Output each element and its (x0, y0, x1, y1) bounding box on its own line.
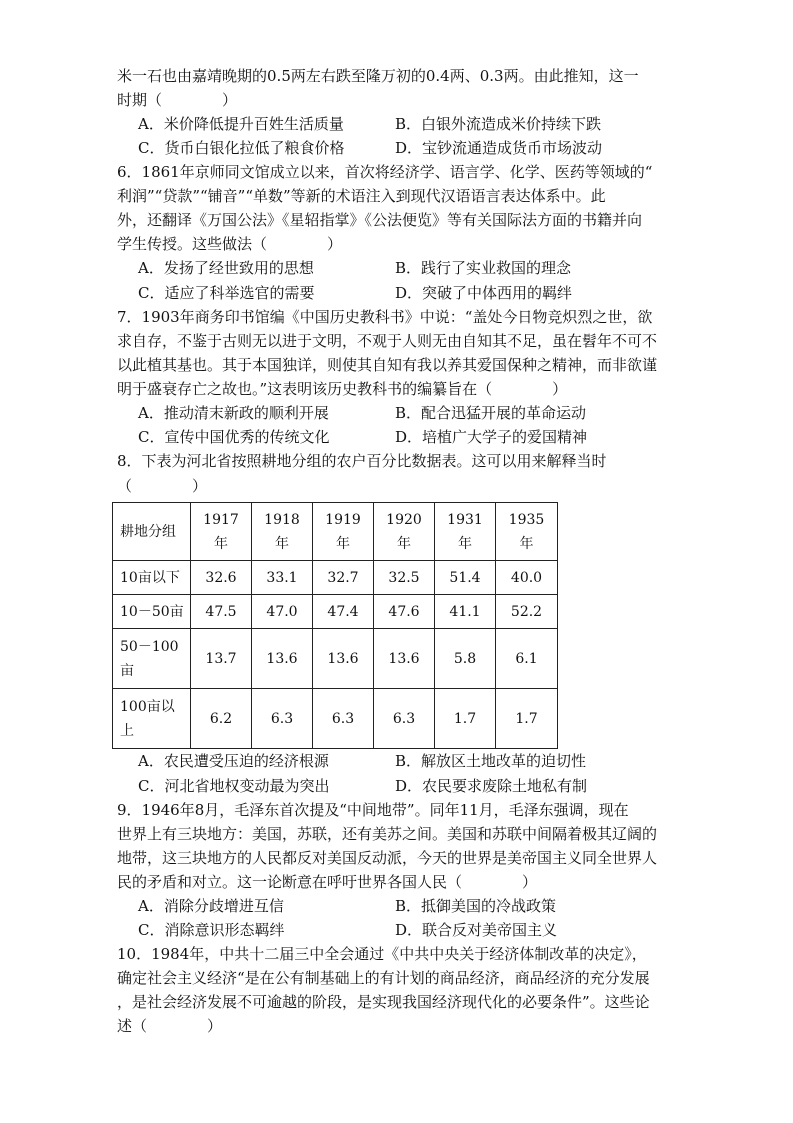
q7-option-d: D．培植广大学子的爱国精神 (395, 428, 588, 446)
table-cell: 6.3 (374, 689, 435, 749)
q8-option-d: D．农民要求废除土地私有制 (395, 777, 588, 795)
q5-option-a: A．米价降低提升百姓生活质量 (138, 115, 344, 133)
table-cell: 6.3 (313, 689, 374, 749)
q6-stem-line: 利润”“贷款”“铺音”“单数”等新的术语注入到现代汉语语言表达体系中。此 (117, 187, 606, 205)
table-cell: 47.4 (313, 595, 374, 629)
q9-stem-line: 地带，这三块地方的人民都反对美国反动派，今天的世界是美帝国主义同全世界人 (117, 849, 658, 867)
table-row (113, 689, 558, 749)
q6-stem-line: 6．1861年京师同文馆成立以来，首次将经济学、语言学、化学、医药等领域的“ (117, 163, 653, 181)
year-header: 1918 年 (252, 503, 313, 561)
year-header: 1919 年 (313, 503, 374, 561)
table-cell: 47.6 (374, 595, 435, 629)
q5-option-c: C．货币白银化拉低了粮食价格 (138, 139, 345, 157)
table-cell: 13.6 (313, 629, 374, 689)
q7-option-a: A．推动清末新政的顺利开展 (138, 404, 329, 422)
table-cell: 32.7 (313, 561, 374, 595)
q8-stem-line: （ ） (117, 477, 208, 495)
q9-stem-line: 世界上有三块地方：美国，苏联，还有美苏之间。美国和苏联中间隔着极其辽阔的 (117, 825, 658, 843)
q10-stem-line: 述（ ） (117, 1017, 223, 1035)
table-row (113, 629, 558, 689)
table-cell: 13.6 (374, 629, 435, 689)
table-cell: 1.7 (496, 689, 558, 749)
table-corner-header: 耕地分组 (113, 503, 191, 561)
q6-option-d: D．突破了中体西用的羁绊 (395, 284, 573, 302)
q8-option-a: A．农民遭受压迫的经济根源 (138, 752, 329, 770)
farmland-table (112, 502, 558, 749)
q10-stem-line: 确定社会主义经济“是在公有制基础上的有计划的商品经济，商品经济的充分发展 (117, 969, 650, 987)
q8-option-c: C．河北省地权变动最为突出 (138, 777, 330, 795)
table-cell: 5.8 (435, 629, 496, 689)
q6-option-a: A．发扬了经世致用的思想 (138, 259, 314, 277)
row-label: 100亩以 上 (113, 689, 191, 749)
q5-option-b: B．白银外流造成米价持续下跌 (395, 115, 602, 133)
table-row (113, 561, 558, 595)
q7-stem-line: 求自存，不鉴于古则无以进于文明，不观于人则无由自知其不足，虽在髫年不可不 (117, 332, 658, 350)
table-cell: 6.2 (191, 689, 252, 749)
q6-stem-line: 外，还翻译《万国公法》《星轺指掌》《公法便览》等有关国际法方面的书籍并向 (117, 211, 643, 229)
q5-stem-line: 米一石也由嘉靖晚期的0.5两左右跌至隆万初的0.4两、0.3两。由此推知，这一 (117, 67, 639, 85)
q9-option-d: D．联合反对美帝国主义 (395, 921, 558, 939)
year-header: 1931 年 (435, 503, 496, 561)
table-row (113, 595, 558, 629)
year-header: 1917 年 (191, 503, 252, 561)
q9-option-a: A．消除分歧增进互信 (138, 897, 284, 915)
q9-stem-line: 9．1946年8月，毛泽东首次提及“中间地带”。同年11月，毛泽东强调，现在 (117, 801, 629, 819)
row-label: 10亩以下 (113, 561, 191, 595)
q6-option-b: B．践行了实业救国的理念 (395, 259, 572, 277)
q9-option-b: B．抵御美国的冷战政策 (395, 897, 557, 915)
q6-option-c: C．适应了科举选官的需要 (138, 284, 315, 302)
table-cell: 33.1 (252, 561, 313, 595)
q8-option-b: B．解放区土地改革的迫切性 (395, 752, 587, 770)
q8-stem-line: 8．下表为河北省按照耕地分组的农户百分比数据表。这可以用来解释当时 (117, 452, 607, 470)
q9-option-c: C．消除意识形态羁绊 (138, 921, 285, 939)
table-cell: 32.5 (374, 561, 435, 595)
table-cell: 41.1 (435, 595, 496, 629)
row-label: 50－100 亩 (113, 629, 191, 689)
table-cell: 40.0 (496, 561, 558, 595)
q7-stem-line: 7．1903年商务印书馆编《中国历史教科书》中说：“盖处今日物竞炽烈之世，欲 (117, 308, 653, 326)
q6-stem-line: 学生传授。这些做法（ ） (117, 235, 343, 253)
table-cell: 6.1 (496, 629, 558, 689)
table-cell: 47.5 (191, 595, 252, 629)
q9-stem-line: 民的矛盾和对立。这一论断意在呼吁世界各国人民（ ） (117, 873, 538, 891)
q7-stem-line: 以此植其基也。其于本国独详，则使其自知有我以养其爱国保种之精神，而非欲谨 (117, 356, 658, 374)
table-cell: 32.6 (191, 561, 252, 595)
year-header: 1920 年 (374, 503, 435, 561)
row-label: 10－50亩 (113, 595, 191, 629)
table-cell: 51.4 (435, 561, 496, 595)
q10-stem-line: 10．1984年，中共十二届三中全会通过《中共中央关于经济体制改革的决定》， (117, 945, 647, 963)
q10-stem-line: ，是社会经济发展不可逾越的阶段，是实现我国经济现代化的必要条件”。这些论 (117, 993, 650, 1011)
table-cell: 52.2 (496, 595, 558, 629)
table-cell: 13.6 (252, 629, 313, 689)
q7-option-c: C．宣传中国优秀的传统文化 (138, 428, 330, 446)
q5-option-d: D．宝钞流通造成货币市场波动 (395, 139, 603, 157)
table-cell: 1.7 (435, 689, 496, 749)
table-header-row (113, 503, 558, 561)
q5-stem-line: 时期（ ） (117, 91, 238, 109)
table-cell: 47.0 (252, 595, 313, 629)
year-header: 1935 年 (496, 503, 558, 561)
q7-option-b: B．配合迅猛开展的革命运动 (395, 404, 587, 422)
q7-stem-line: 明于盛衰存亡之故也。”这表明该历史教科书的编纂旨在（ ） (117, 380, 568, 398)
table-cell: 6.3 (252, 689, 313, 749)
table-cell: 13.7 (191, 629, 252, 689)
